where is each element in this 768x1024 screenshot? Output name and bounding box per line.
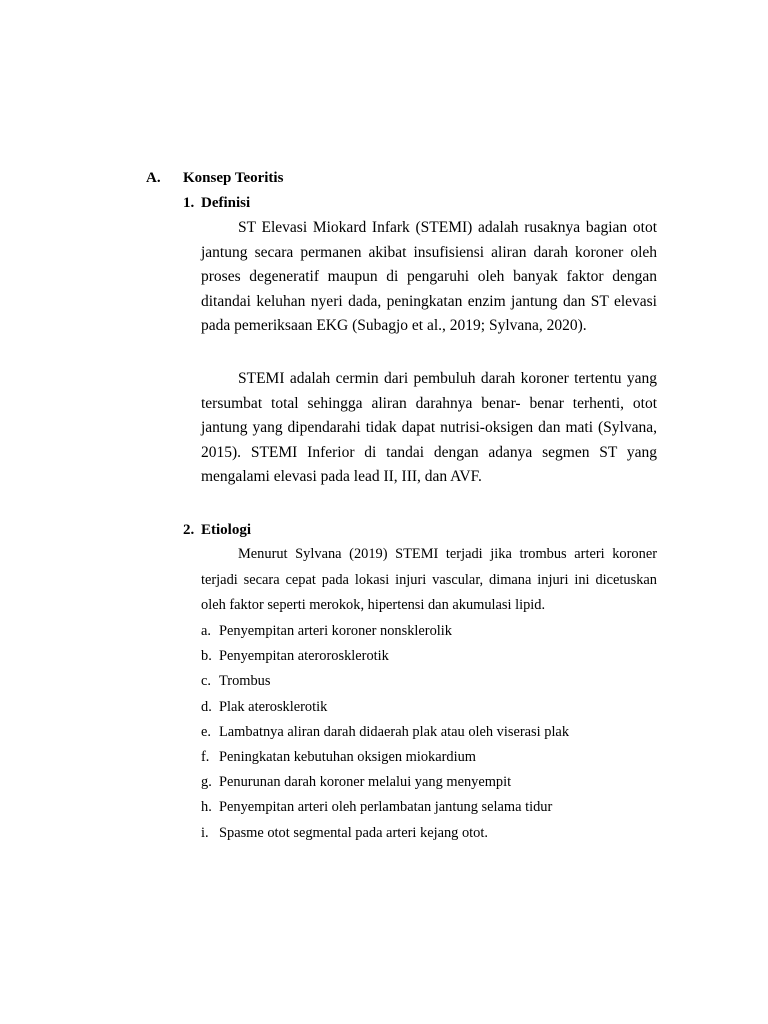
definisi-title: Definisi bbox=[201, 195, 251, 211]
list-item-text: Trombus bbox=[219, 673, 271, 690]
list-marker: a. bbox=[201, 623, 211, 639]
section-heading bbox=[146, 169, 283, 187]
list-item-text: Penurunan darah koroner melalui yang menyempit bbox=[219, 774, 512, 791]
list-item-text: Lambatnya aliran darah didaerah plak atau oleh viserasi plak bbox=[219, 723, 570, 740]
list-marker: e. bbox=[201, 723, 211, 740]
definisi-paragraph-1: ST Elevasi Miokard Infark (STEMI) adalah rusaknya bagian otot jantung secara permanen akibat insufisiensi aliran darah koroner oleh proses degeneratif maupun di pengaruhi oleh banyak faktor dengan ditandai keluhan nyeri dada, peningkatan enzim jantung dan ST elevasi pada pemeriksaan EKG (Subagjo et al., 2019; Sylvana, 2020). bbox=[201, 219, 657, 335]
etiologi-paragraph: Menurut Sylvana (2019) STEMI terjadi jika trombus arteri koroner terjadi secara cepat pada lokasi injuri vascular, dimana injuri ini dicetuskan oleh faktor seperti merokok, hipertensi dan akumulasi lipid. bbox=[201, 546, 657, 613]
etiologi-title: Etiologi bbox=[201, 522, 252, 538]
etiologi-list bbox=[201, 619, 569, 846]
subheading-etiologi bbox=[183, 521, 251, 539]
subheading-definisi bbox=[183, 194, 250, 212]
list-item bbox=[201, 669, 569, 694]
list-item-text: Penyempitan arteri koroner nonsklerolik bbox=[219, 623, 452, 639]
list-item bbox=[201, 644, 569, 669]
list-marker: f. bbox=[201, 748, 210, 765]
definisi-paragraph-2: STEMI adalah cermin dari pembuluh darah koroner tertentu yang tersumbat total sehingga aliran darahnya benar- benar terhenti, otot jantung yang dipendarahi tidak dapat nutrisi-oksigen dan mati (Sylvana, 2015). STEMI Inferior di tandai dengan adanya segmen ST yang mengalami elevasi pada lead II, III, dan AVF. bbox=[201, 370, 657, 486]
list-item bbox=[201, 619, 569, 644]
list-item bbox=[201, 821, 569, 846]
definisi-number: 1. bbox=[183, 195, 195, 211]
list-marker: i. bbox=[201, 824, 209, 841]
section-letter: A. bbox=[146, 170, 161, 186]
etiologi-number: 2. bbox=[183, 522, 195, 538]
list-item bbox=[201, 745, 569, 770]
list-item-text: Peningkatan kebutuhan oksigen miokardium bbox=[219, 748, 476, 765]
list-item bbox=[201, 770, 569, 795]
list-marker: g. bbox=[201, 774, 212, 791]
list-item-text: Spasme otot segmental pada arteri kejang otot. bbox=[219, 824, 488, 841]
list-marker: c. bbox=[201, 673, 211, 690]
list-item-text: Penyempitan aterorosklerotik bbox=[219, 648, 389, 665]
list-item-text: Plak aterosklerotik bbox=[219, 698, 328, 715]
list-item bbox=[201, 795, 569, 820]
section-title: Konsep Teoritis bbox=[183, 170, 284, 186]
list-marker: d. bbox=[201, 698, 212, 715]
list-marker: b. bbox=[201, 648, 212, 665]
list-item bbox=[201, 720, 569, 745]
list-item-text: Penyempitan arteri oleh perlambatan jantung selama tidur bbox=[219, 799, 553, 816]
list-marker: h. bbox=[201, 799, 212, 816]
list-item bbox=[201, 695, 569, 720]
